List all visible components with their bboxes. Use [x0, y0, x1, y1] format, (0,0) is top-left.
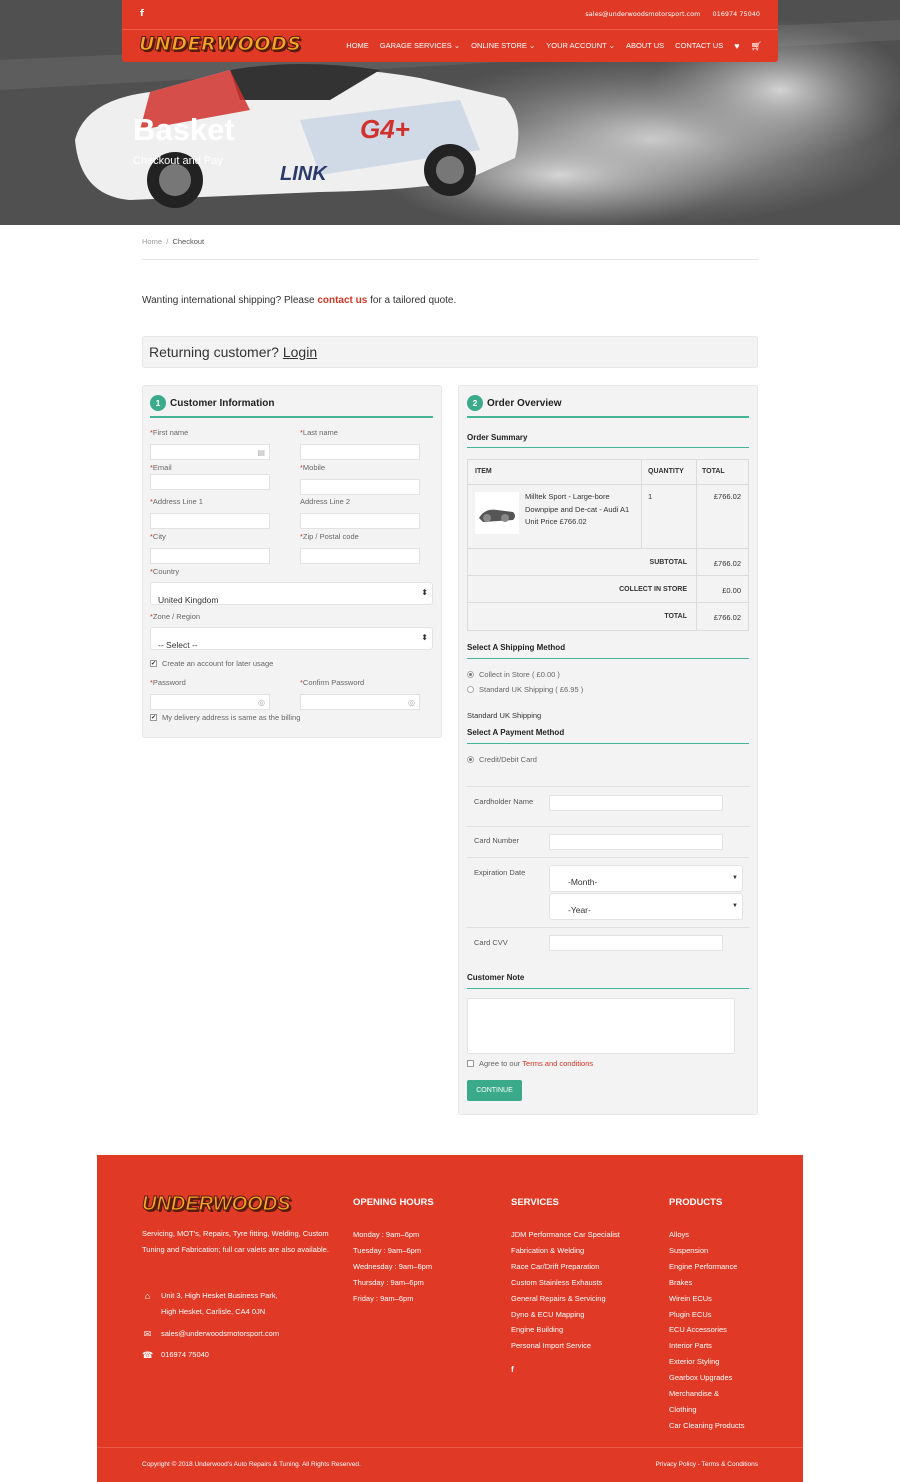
- page-subtitle: Checkout and Pay: [133, 155, 223, 167]
- expiration-label: Expiration Date: [474, 868, 526, 877]
- mobile-label: *Mobile: [300, 463, 326, 472]
- year-value: -Year-: [568, 905, 591, 915]
- login-link[interactable]: Login: [282, 344, 318, 360]
- customer-info-heading: [150, 395, 274, 411]
- service-link[interactable]: Dyno & ECU Mapping: [511, 1309, 585, 1319]
- product-link[interactable]: Alloys: [669, 1230, 690, 1239]
- confirm-password-label-text: Confirm Password: [302, 678, 365, 687]
- item-quantity: 1: [648, 492, 653, 501]
- section-rule: [467, 743, 749, 744]
- hours-monday: Monday : 9am–6pm: [353, 1230, 420, 1239]
- payment-option-card: [467, 755, 537, 764]
- site-logo[interactable]: UNDERWOODS: [139, 33, 302, 55]
- continue-button[interactable]: CONTINUE: [467, 1080, 522, 1101]
- notice-suffix: for a tailored quote.: [370, 295, 457, 306]
- breadcrumb: [142, 237, 204, 246]
- customer-info-title: Customer Information: [170, 397, 275, 409]
- country-select[interactable]: [150, 582, 433, 605]
- zone-value: -- Select --: [158, 640, 198, 650]
- customer-note-title: Customer Note: [467, 973, 525, 982]
- table-header-row: [468, 460, 748, 485]
- month-value: -Month-: [568, 877, 598, 887]
- facebook-icon[interactable]: f: [511, 1364, 514, 1375]
- top-phone[interactable]: 016974 75040: [712, 10, 760, 18]
- privacy-policy-link[interactable]: Privacy Policy: [655, 1461, 696, 1468]
- product-link[interactable]: Car Cleaning Products: [669, 1420, 745, 1430]
- col-total: TOTAL: [702, 468, 725, 475]
- terms-link[interactable]: Terms and conditions: [522, 1059, 594, 1068]
- nav-about-us[interactable]: ABOUT US: [625, 41, 665, 50]
- home-icon: ⌂: [144, 1291, 151, 1301]
- table-row: [468, 485, 748, 549]
- hero-banner: [0, 0, 900, 225]
- address2-input[interactable]: [300, 513, 420, 529]
- top-email[interactable]: sales@underwoodsmotorsport.com: [585, 10, 701, 18]
- dropdown-arrow-icon: ▼: [732, 875, 738, 881]
- column-divider: [696, 485, 697, 548]
- zone-select[interactable]: [150, 627, 433, 650]
- mobile-input[interactable]: [300, 479, 420, 495]
- footer-phone-text[interactable]: 016974 75040: [161, 1350, 209, 1359]
- top-contact: [585, 10, 760, 18]
- address-line2: High Hesket, Carlisle, CA4 0JN: [161, 1307, 266, 1316]
- shipping-option-collect: [467, 670, 560, 679]
- item-unit-price: Unit Price £766.02: [525, 517, 587, 526]
- order-summary-table: [467, 459, 749, 631]
- cardholder-label: Cardholder Name: [474, 797, 534, 806]
- terms-checkbox[interactable]: [467, 1060, 474, 1067]
- item-total: £766.02: [713, 492, 741, 501]
- service-link[interactable]: Custom Stainless Exhausts: [511, 1277, 603, 1287]
- same-address-checkbox[interactable]: ✔: [150, 715, 157, 721]
- shipping-notice: [142, 295, 456, 306]
- product-link[interactable]: Plugin ECUs: [669, 1309, 712, 1319]
- confirm-password-input[interactable]: [300, 694, 420, 710]
- card-radio[interactable]: [467, 756, 474, 763]
- column-divider: [641, 485, 642, 548]
- confirm-password-label: *Confirm Password: [300, 678, 365, 687]
- step-number: 1: [150, 395, 166, 411]
- nav-online-store-label: ONLINE STORE: [471, 41, 527, 50]
- products-title: PRODUCTS: [669, 1197, 723, 1208]
- password-input[interactable]: [150, 694, 270, 710]
- col-quantity: QUANTITY: [648, 468, 684, 475]
- column-divider: [696, 576, 697, 602]
- same-address-option: [150, 713, 300, 722]
- total-value: £766.02: [713, 613, 741, 622]
- column-divider: [696, 603, 697, 630]
- cardholder-input[interactable]: [549, 795, 723, 811]
- product-link[interactable]: Merchandise &: [669, 1389, 720, 1399]
- address2-label-text: Address Line 2: [300, 497, 351, 506]
- country-label: *Country: [150, 567, 180, 576]
- breadcrumb-separator: /: [166, 237, 169, 246]
- select-arrows-icon: ⬍: [421, 633, 428, 642]
- opening-hours-column: [353, 1197, 434, 1307]
- email-label: *Email: [150, 463, 172, 472]
- collect-value: £0.00: [722, 586, 741, 595]
- nav-garage-services-label: GARAGE SERVICES: [379, 41, 452, 50]
- service-link[interactable]: Fabrication & Welding: [511, 1245, 585, 1255]
- breadcrumb-current: Checkout: [172, 237, 205, 246]
- country-value: United Kingdom: [158, 595, 219, 605]
- order-overview-title: Order Overview: [487, 397, 562, 409]
- last-name-label-text: Last name: [302, 428, 338, 437]
- returning-customer-label: Returning customer?: [149, 344, 279, 360]
- top-header: [122, 0, 778, 62]
- password-label: *Password: [150, 678, 186, 687]
- nav-online-store[interactable]: [471, 41, 535, 52]
- city-label-text: City: [152, 532, 166, 541]
- product-thumbnail[interactable]: [475, 492, 519, 534]
- nav-your-account-label: YOUR ACCOUNT: [546, 41, 607, 50]
- selected-shipping-note: Standard UK Shipping: [467, 711, 542, 720]
- address-line1: Unit 3, High Hesket Business Park,: [161, 1291, 278, 1300]
- contact-card-icon: ▤: [257, 448, 265, 457]
- section-rule: [467, 447, 749, 448]
- chevron-down-icon: ⌄: [453, 41, 461, 50]
- zip-input[interactable]: [300, 548, 420, 564]
- phone-icon: ☎: [142, 1350, 154, 1360]
- same-address-label: My delivery address is same as the billing: [162, 713, 301, 722]
- breadcrumb-home[interactable]: Home: [142, 237, 163, 246]
- heart-icon[interactable]: ♥: [734, 41, 740, 51]
- address2-label: [300, 497, 350, 506]
- hours-thursday: Thursday : 9am–6pm: [353, 1277, 424, 1287]
- city-input[interactable]: [150, 548, 270, 564]
- returning-customer-text: [149, 344, 317, 360]
- shipping-method-title: Select A Shipping Method: [467, 643, 566, 652]
- email-input[interactable]: [150, 474, 270, 490]
- fingerprint-icon: ◎: [258, 698, 265, 707]
- hours-tuesday: Tuesday : 9am–6pm: [353, 1245, 422, 1255]
- product-link[interactable]: ECU Accessories: [669, 1325, 727, 1335]
- site-footer: [97, 1155, 803, 1482]
- address1-input[interactable]: [150, 513, 270, 529]
- returning-customer-bar: [142, 336, 758, 368]
- shipping-option-standard: [467, 685, 583, 694]
- divider: [142, 259, 758, 260]
- topbar-divider: [122, 29, 778, 30]
- card-number-row: [467, 826, 749, 857]
- subtotal-label: SUBTOTAL: [649, 559, 687, 566]
- collect-option-label: Collect in Store ( £0.00 ): [479, 670, 560, 679]
- payment-method-title: Select A Payment Method: [467, 728, 565, 737]
- opening-hours-title: OPENING HOURS: [353, 1197, 434, 1208]
- products-column: [669, 1197, 744, 1434]
- cart-icon[interactable]: 🛒︎: [750, 41, 762, 51]
- notice-prefix: Wanting international shipping? Please: [142, 295, 315, 306]
- product-link[interactable]: Wirein ECUs: [669, 1293, 712, 1303]
- address1-label-text: Address Line 1: [152, 497, 203, 506]
- hours-wednesday: Wednesday : 9am–6pm: [353, 1261, 433, 1271]
- expiration-row: [467, 857, 749, 927]
- zip-label: *Zip / Postal code: [300, 532, 359, 541]
- order-summary-title: Order Summary: [467, 433, 528, 442]
- zone-label-text: Zone / Region: [152, 612, 201, 621]
- services-column: [511, 1197, 620, 1378]
- chevron-down-icon: ⌄: [528, 41, 536, 50]
- first-name-input[interactable]: [150, 444, 270, 460]
- nav-garage-services[interactable]: [380, 41, 460, 52]
- item-details: [525, 491, 637, 529]
- contact-us-link[interactable]: contact us: [317, 295, 368, 306]
- mobile-label-text: Mobile: [302, 463, 326, 472]
- service-link[interactable]: JDM Performance Car Specialist: [511, 1230, 620, 1239]
- customer-note-textarea[interactable]: [467, 998, 735, 1054]
- page-title: Basket: [133, 112, 235, 147]
- standard-option-label: Standard UK Shipping ( £6.95 ): [479, 685, 584, 694]
- password-label-text: Password: [152, 678, 186, 687]
- create-account-option: [150, 659, 273, 668]
- collect-label: COLLECT IN STORE: [619, 586, 687, 593]
- standard-shipping-radio[interactable]: [467, 686, 474, 693]
- footer-address-text: [161, 1288, 278, 1320]
- chevron-down-icon: ⌄: [608, 41, 615, 50]
- country-label-text: Country: [152, 567, 180, 576]
- subtotal-row: [468, 549, 748, 576]
- main-nav: [346, 41, 762, 52]
- facebook-icon[interactable]: f: [140, 9, 144, 19]
- product-link[interactable]: Gearbox Upgrades: [669, 1373, 733, 1383]
- collect-row: [468, 576, 748, 603]
- nav-contact-us[interactable]: CONTACT US: [675, 41, 724, 50]
- dropdown-arrow-icon: ▼: [732, 903, 738, 909]
- card-option-label: Credit/Debit Card: [479, 755, 537, 764]
- footer-email: [142, 1326, 279, 1342]
- subtotal-value: £766.02: [713, 559, 741, 568]
- month-select[interactable]: [549, 865, 743, 892]
- footer-policy-links: [656, 1461, 759, 1468]
- terms-conditions-link[interactable]: Terms & Conditions: [701, 1461, 758, 1468]
- order-overview-heading: [467, 395, 561, 411]
- last-name-input[interactable]: [300, 444, 420, 460]
- footer-divider: [97, 1447, 803, 1448]
- section-rule: [467, 416, 749, 418]
- service-link[interactable]: Engine Building: [511, 1325, 564, 1335]
- footer-email-link[interactable]: sales@underwoodsmotorsport.com: [161, 1329, 280, 1338]
- zip-label-text: Zip / Postal code: [302, 532, 359, 541]
- product-link[interactable]: Brakes: [669, 1277, 693, 1287]
- nav-your-account[interactable]: [546, 41, 615, 52]
- terms-prefix: Agree to our: [479, 1059, 521, 1068]
- services-title: SERVICES: [511, 1197, 559, 1208]
- card-number-label: Card Number: [474, 836, 520, 845]
- step-number: 2: [467, 395, 483, 411]
- year-select[interactable]: [549, 893, 743, 920]
- zone-label: *Zone / Region: [150, 612, 201, 621]
- column-divider: [641, 460, 642, 484]
- first-name-label-text: First name: [152, 428, 189, 437]
- product-link[interactable]: Clothing: [669, 1404, 697, 1414]
- card-number-input[interactable]: [549, 834, 723, 850]
- address1-label: *Address Line 1: [150, 497, 203, 506]
- product-link[interactable]: Exterior Styling: [669, 1357, 720, 1367]
- create-account-label: Create an account for later usage: [162, 659, 274, 668]
- svg-text:LINK: LINK: [280, 163, 327, 185]
- policy-separator: -: [695, 1461, 702, 1468]
- column-divider: [696, 460, 697, 484]
- terms-option: [467, 1059, 593, 1068]
- col-item: ITEM: [475, 468, 492, 475]
- footer-logo[interactable]: UNDERWOODS: [142, 1193, 291, 1215]
- product-link[interactable]: Interior Parts: [669, 1341, 712, 1351]
- footer-phone: [142, 1347, 209, 1363]
- first-name-label: *First name: [150, 428, 189, 437]
- cvv-row: [467, 927, 749, 957]
- product-link[interactable]: Suspension: [669, 1245, 709, 1255]
- envelope-icon: ✉: [143, 1329, 152, 1339]
- cvv-input[interactable]: [549, 935, 723, 951]
- total-row: [468, 603, 748, 630]
- select-arrows-icon: ⬍: [421, 588, 428, 597]
- create-account-checkbox[interactable]: ✔: [150, 661, 157, 667]
- collect-radio[interactable]: [467, 671, 474, 678]
- email-label-text: Email: [152, 463, 172, 472]
- hours-friday: Friday : 9am–6pm: [353, 1293, 414, 1303]
- footer-description: Servicing, MOT's, Repairs, Tyre fitting, Welding, Custom Tuning and Fabrication; full car valets are also available.: [142, 1229, 329, 1254]
- section-rule: [467, 988, 749, 989]
- service-link[interactable]: Race Car/Drift Preparation: [511, 1261, 600, 1271]
- nav-home[interactable]: HOME: [346, 41, 369, 50]
- item-name[interactable]: Milltek Sport - Large-bore Downpipe and De-cat - Audi A1: [525, 492, 630, 514]
- service-link[interactable]: Personal Import Service: [511, 1341, 592, 1351]
- footer-address: [142, 1288, 278, 1320]
- column-divider: [696, 549, 697, 575]
- city-label: *City: [150, 532, 166, 541]
- cardholder-row: [467, 786, 749, 826]
- service-link[interactable]: General Repairs & Servicing: [511, 1293, 606, 1303]
- cvv-label: Card CVV: [474, 938, 508, 947]
- section-rule: [150, 416, 433, 418]
- last-name-label: *Last name: [300, 428, 338, 437]
- product-link[interactable]: Engine Performance: [669, 1261, 738, 1271]
- fingerprint-icon: ◎: [408, 698, 415, 707]
- copyright: Copyright © 2018 Underwood's Auto Repairs & Tuning. All Rights Reserved.: [142, 1461, 361, 1468]
- section-rule: [467, 658, 749, 659]
- svg-text:G4+: G4+: [360, 114, 410, 144]
- total-label: TOTAL: [664, 613, 687, 620]
